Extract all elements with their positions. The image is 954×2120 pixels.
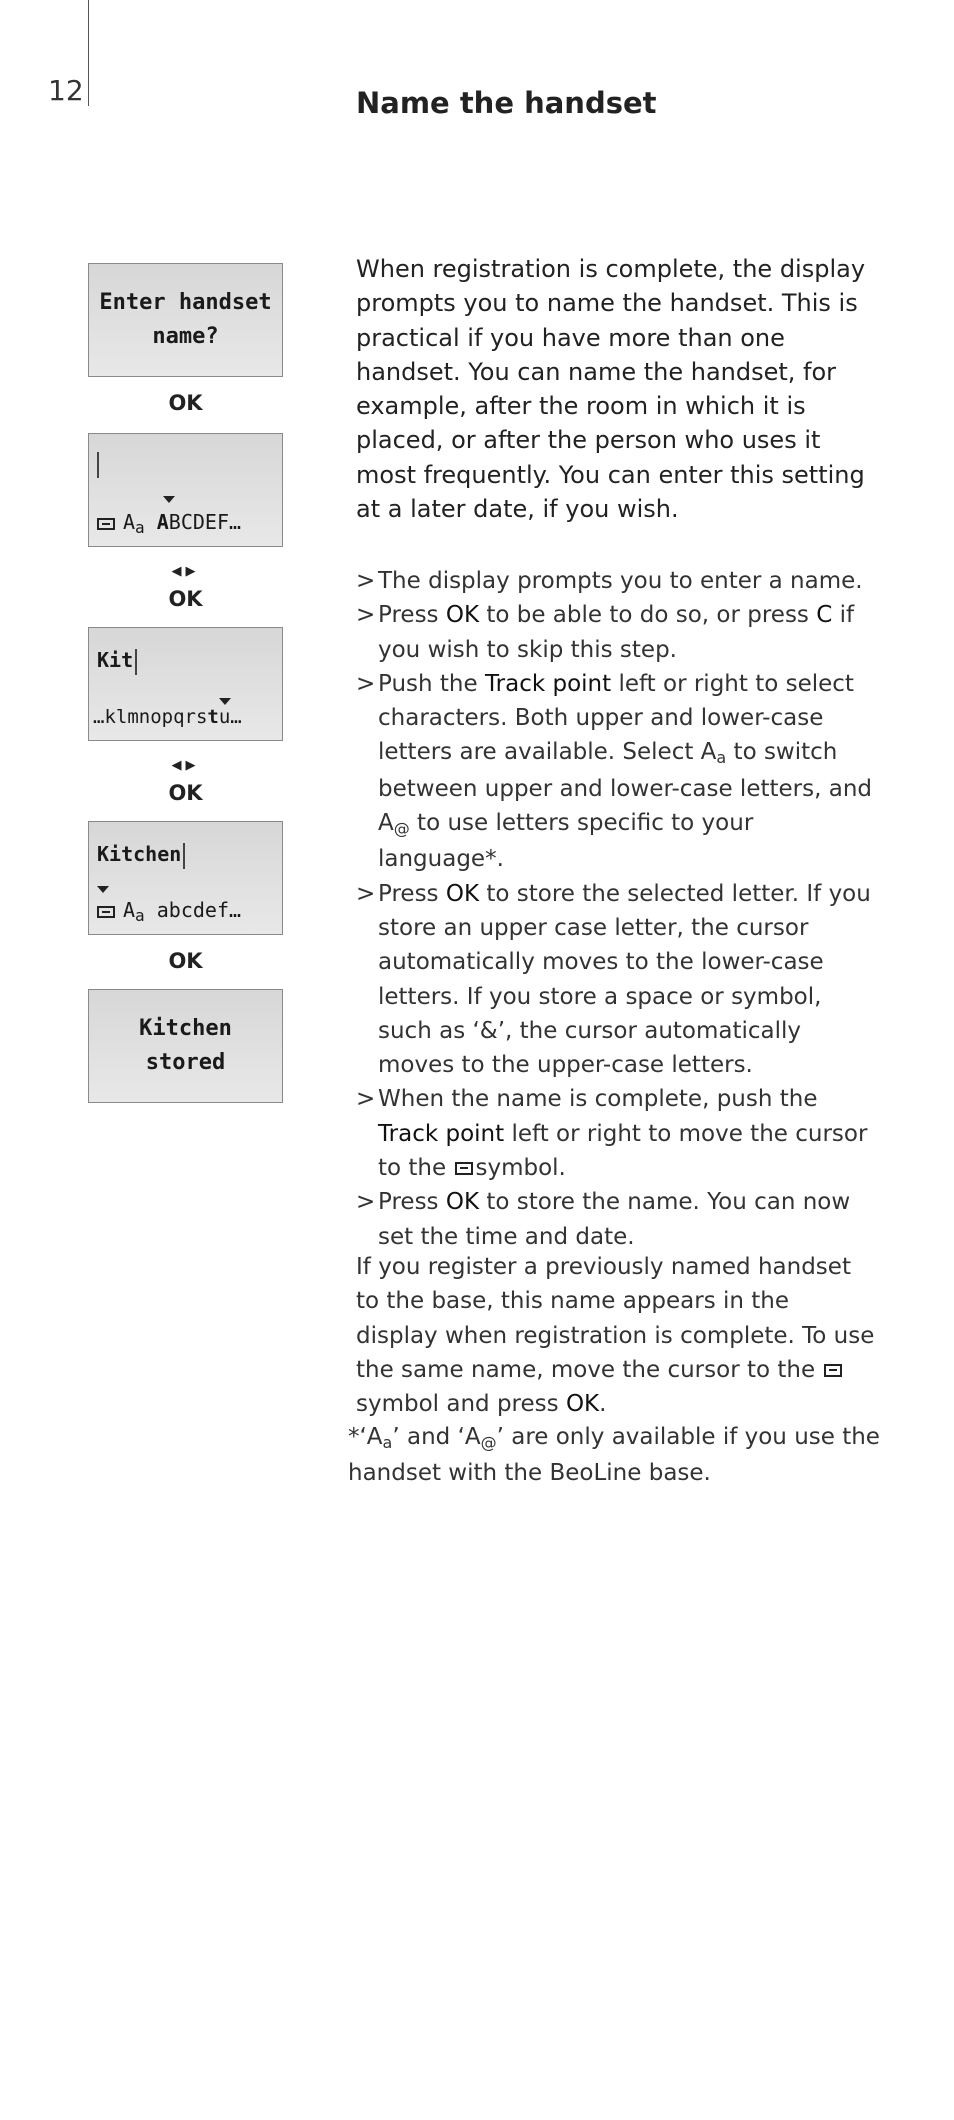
step-text: to be able to do so, or press	[479, 602, 817, 629]
footnote-text: ’ are only available if you use the handset with the BeoLine base.	[348, 1424, 880, 1487]
ok-key-label: OK	[168, 781, 203, 805]
name-text: Kitchen	[97, 842, 182, 866]
paragraph-text: symbol and press	[356, 1391, 566, 1418]
track-point-keyword: Track point	[378, 1120, 505, 1147]
subscript-a: a	[382, 1433, 393, 1452]
steps-list	[356, 564, 876, 1254]
selected-char: t	[207, 706, 219, 728]
ok-keyword: OK	[445, 880, 480, 907]
step-text: left or right to move the cursor to the	[378, 1120, 868, 1182]
paragraph-text: If you register a previously named handset to the base, this name appears in the display when registration is complete. To use the same name, move the cursor to the	[356, 1254, 875, 1383]
step-item	[356, 598, 876, 667]
ok-key-label: OK	[168, 391, 203, 415]
step-text: if you wish to skip this step.	[378, 602, 855, 663]
menu-icon	[97, 518, 115, 530]
step-text: Press	[378, 880, 446, 907]
registered-handset-paragraph	[356, 1250, 876, 1421]
ok-keyword: OK	[445, 602, 480, 629]
char-list: abcdef…	[156, 898, 242, 922]
menu-icon	[97, 906, 115, 918]
step-bullet: >	[356, 670, 376, 697]
display-kitchen	[88, 821, 283, 935]
step-text: to store the name. You can now set the time and date.	[378, 1189, 851, 1250]
subscript-at: @	[393, 819, 410, 839]
subscript-a: a	[716, 748, 727, 768]
ok-key-label: OK	[168, 587, 203, 611]
step-bullet: >	[356, 568, 376, 594]
left-right-arrows-icon: ◀▶	[171, 758, 200, 773]
name-text: Kit	[97, 648, 134, 672]
case-toggle: A	[123, 510, 136, 534]
step-bullet: >	[356, 1086, 376, 1113]
step-bullet: >	[356, 602, 376, 629]
menu-icon	[455, 1162, 473, 1175]
intro-paragraph: When registration is complete, the display prompts you to name the handset. This is practical if you have more than one handset. You can name the handset, for example, after the room in which it is placed, or after the person who uses it most frequently. You can enter this setting at a later date, if you wish.	[356, 255, 866, 524]
character-row	[97, 898, 242, 925]
step-item	[356, 1082, 876, 1185]
case-toggle: A	[123, 898, 136, 922]
display-line: name?	[152, 324, 219, 349]
step-text: to switch between upper and lower-case letters, and A	[378, 739, 872, 837]
step-text: When the name is complete, push the	[378, 1086, 818, 1113]
left-right-arrows-icon: ◀▶	[171, 564, 200, 579]
footnote	[348, 1420, 888, 1491]
step-text: The display prompts you to enter a name.	[378, 568, 863, 594]
char-list: …klmnopqrs	[93, 706, 208, 728]
case-toggle-sub: a	[135, 906, 145, 925]
ok-key-label: OK	[168, 949, 203, 973]
char-list: BCDEF…	[168, 510, 242, 534]
selected-char: A	[156, 510, 169, 534]
footnote-text: ’ and ‘A	[392, 1424, 481, 1450]
display-empty-name	[88, 433, 283, 547]
paragraph-text: .	[599, 1391, 607, 1418]
step-text: to use letters specific to your language*.	[378, 810, 754, 873]
page-title: Name the handset	[356, 86, 657, 120]
character-row	[93, 706, 242, 728]
page-number: 12	[48, 74, 84, 107]
display-line: Kitchen	[139, 1016, 232, 1041]
step-text: left or right to select characters. Both upper and lower-case letters are available. Select A	[378, 670, 854, 766]
menu-icon	[824, 1364, 842, 1377]
step-text: Press	[378, 602, 446, 629]
step-bullet: >	[356, 1189, 376, 1216]
cursor-icon	[97, 452, 99, 478]
display-line: stored	[145, 1050, 226, 1075]
cursor-icon	[135, 649, 137, 675]
down-arrow-icon	[97, 886, 109, 893]
display-enter-name	[88, 263, 283, 377]
display-line: Enter handset	[99, 290, 272, 315]
margin-rule	[88, 0, 89, 106]
step-text: to store the selected letter. If you store an upper case letter, the cursor automatically moves to the lower-case letters. If you store a space or symbol, such as ‘&’, the cursor automatically moves to the upper-case letters.	[378, 880, 871, 1079]
cursor-icon	[183, 843, 185, 869]
step-item	[356, 1185, 876, 1254]
track-point-keyword: Track point	[484, 670, 612, 697]
step-item	[356, 877, 876, 1083]
down-arrow-icon	[163, 496, 175, 503]
step-text: Press	[378, 1189, 446, 1216]
ok-keyword: OK	[445, 1189, 480, 1216]
step-bullet: >	[356, 880, 376, 907]
c-keyword: C	[816, 602, 833, 629]
case-toggle-sub: a	[135, 518, 145, 537]
display-kit	[88, 627, 283, 741]
down-arrow-icon	[219, 698, 231, 705]
step-text: Push the	[378, 670, 485, 697]
char-list: u…	[218, 706, 242, 728]
subscript-at: @	[480, 1433, 497, 1452]
step-text: symbol.	[475, 1155, 566, 1182]
footnote-text: *‘A	[348, 1424, 383, 1450]
ok-keyword: OK	[565, 1391, 600, 1418]
name-row	[97, 648, 137, 675]
display-stored	[88, 989, 283, 1103]
name-row	[97, 842, 185, 869]
step-item	[356, 564, 876, 598]
character-row	[97, 510, 242, 537]
step-item	[356, 667, 876, 877]
